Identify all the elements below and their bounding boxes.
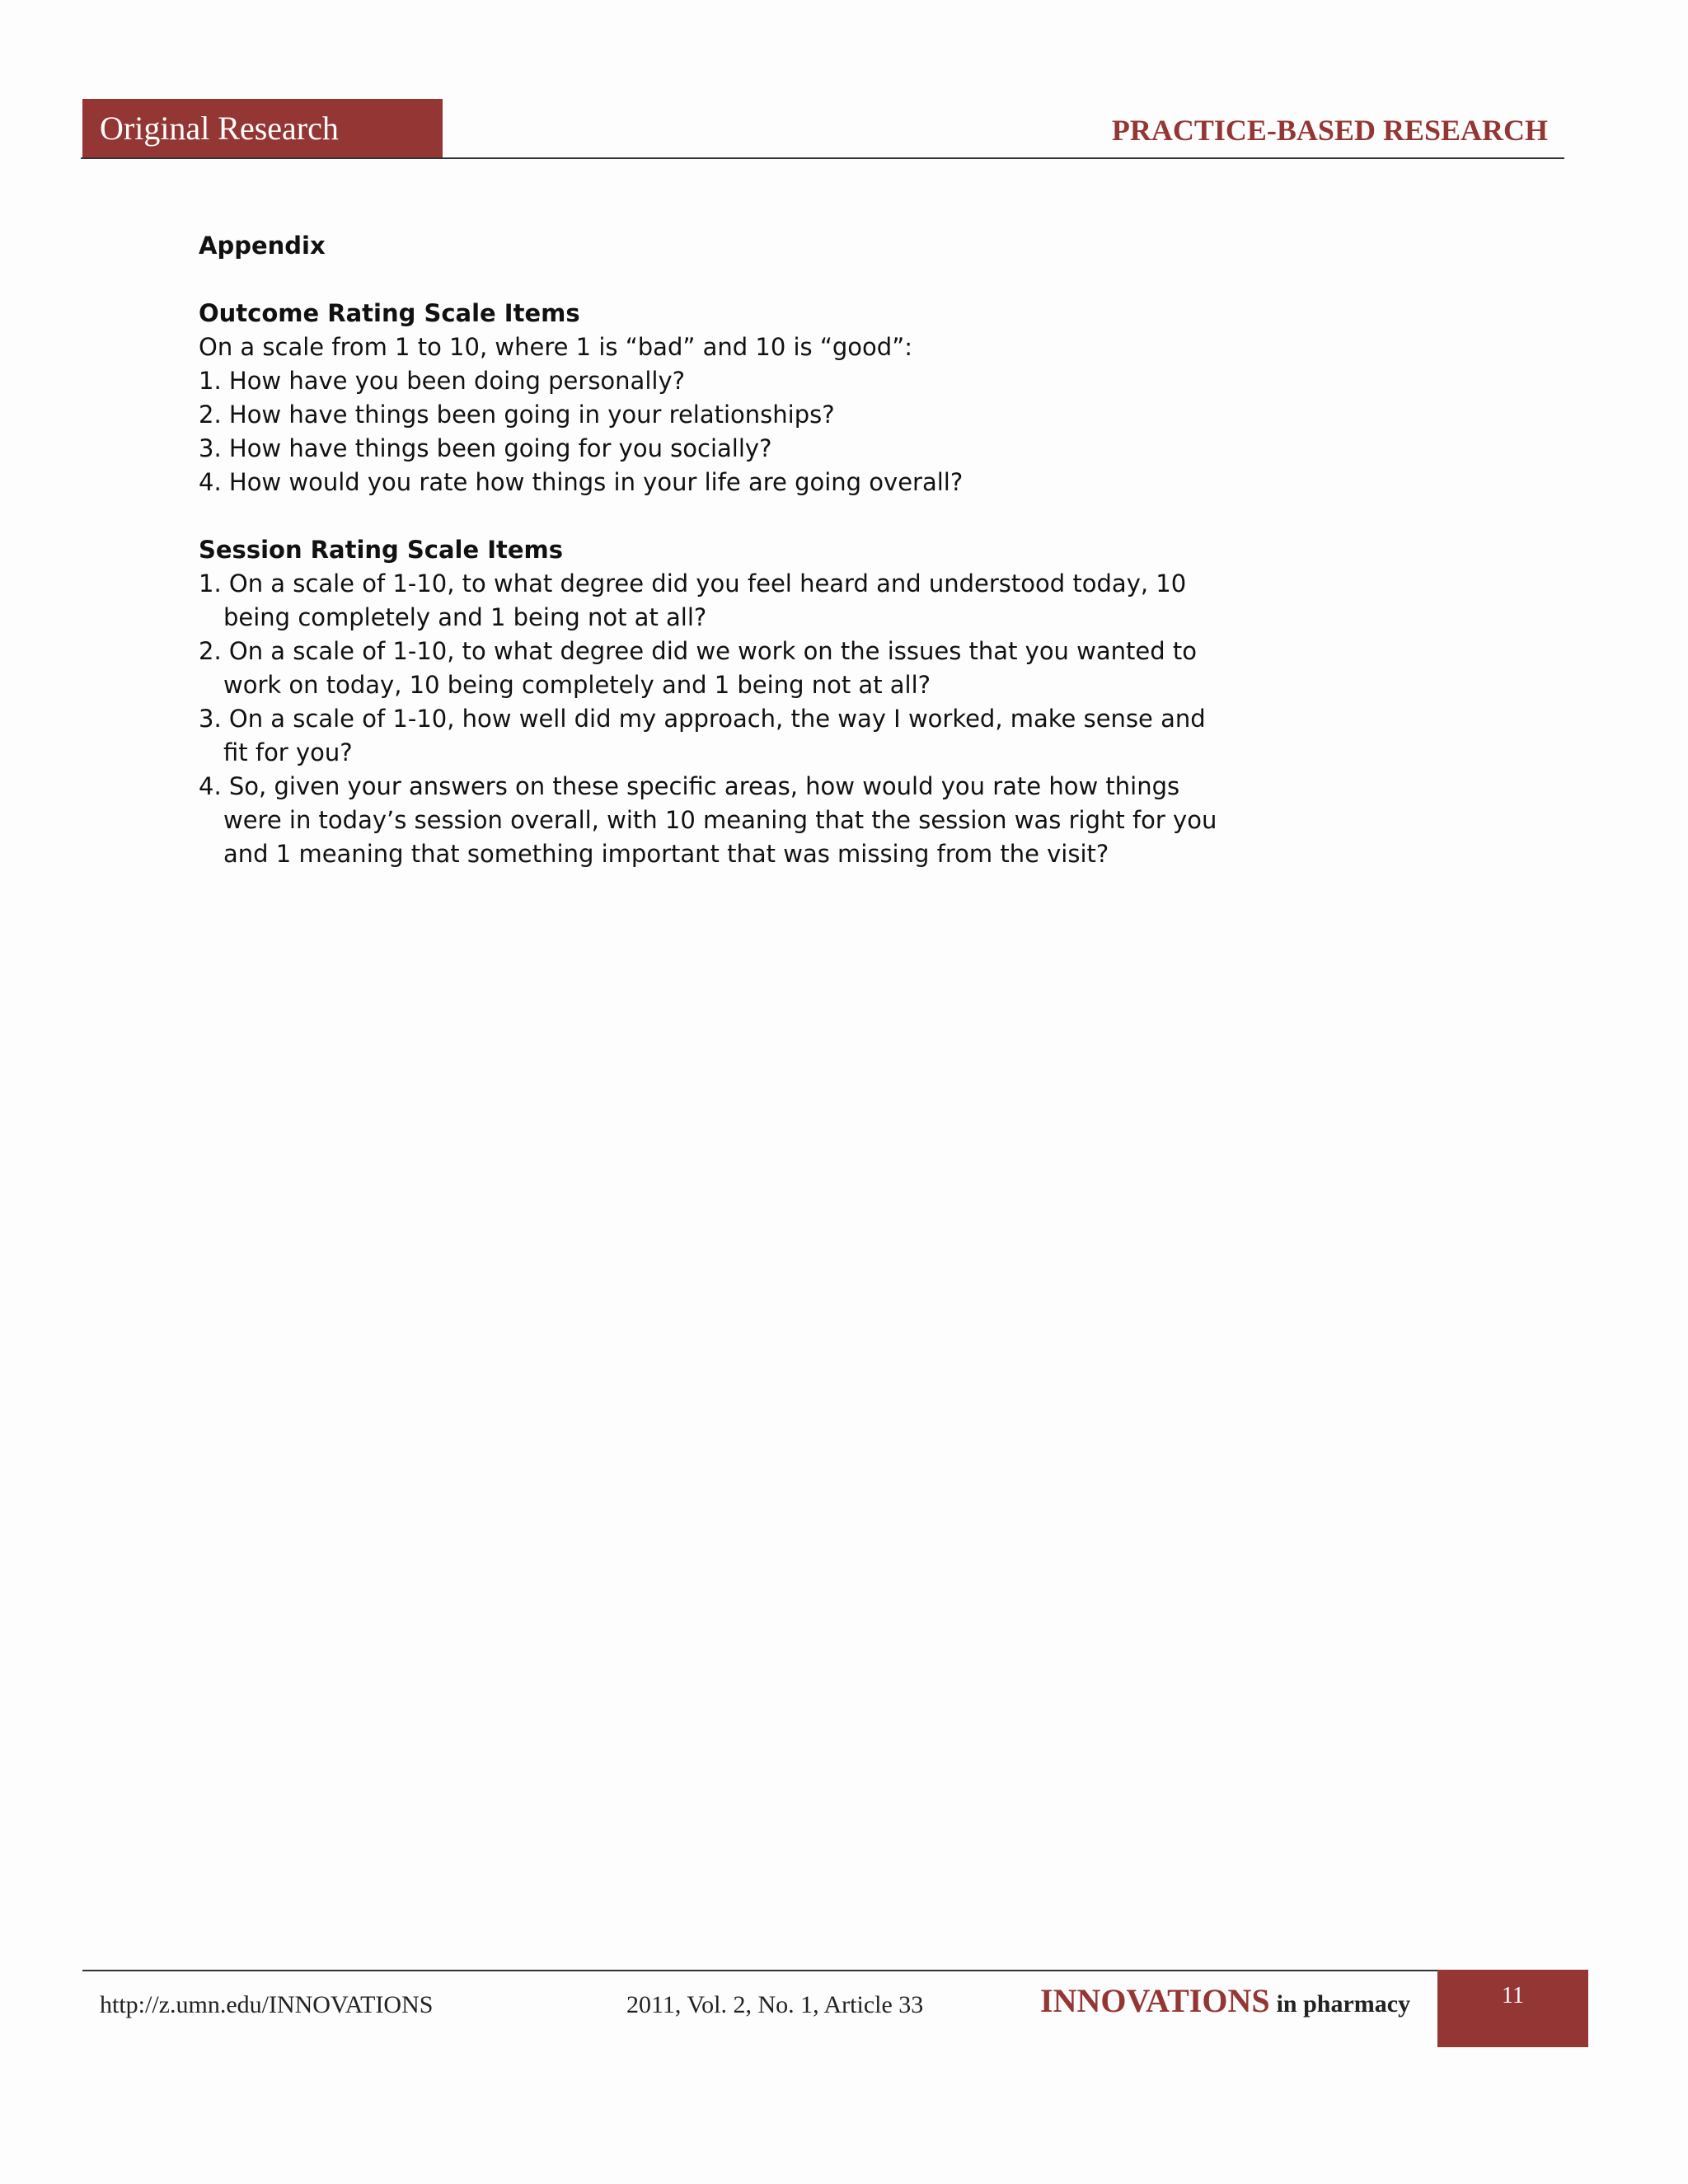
category-label: PRACTICE-BASED RESEARCH bbox=[1111, 114, 1548, 147]
journal-brand bbox=[1040, 1981, 1410, 2024]
appendix-content bbox=[199, 229, 1237, 871]
brand-main: INNOVATIONS bbox=[1040, 1982, 1270, 2019]
brand-sub: in pharmacy bbox=[1276, 1990, 1411, 2018]
outcome-item: 1. How have you been doing personally? bbox=[199, 367, 685, 395]
journal-url[interactable]: http://z.umn.edu/INNOVATIONS bbox=[100, 1991, 434, 2018]
citation: 2011, Vol. 2, No. 1, Article 33 bbox=[626, 1991, 924, 2018]
section-label-banner bbox=[82, 99, 443, 157]
page-number-box bbox=[1437, 1970, 1588, 2047]
session-item: 2. On a scale of 1-10, to what degree did we work on the issues that you wanted to work on today, 10 being completely and 1 being not at all? bbox=[199, 637, 1197, 699]
outcome-item: 4. How would you rate how things in your life are going overall? bbox=[199, 468, 964, 496]
header-divider bbox=[81, 157, 1564, 159]
session-heading: Session Rating Scale Items bbox=[199, 536, 564, 564]
outcome-item: 2. How have things been going in your relationships? bbox=[199, 401, 835, 429]
session-item: 1. On a scale of 1-10, to what degree did you feel heard and understood today, 10 being completely and 1 being not at all? bbox=[199, 569, 1187, 631]
appendix-title: Appendix bbox=[199, 232, 326, 260]
outcome-item: 3. How have things been going for you socially? bbox=[199, 434, 772, 462]
outcome-heading: Outcome Rating Scale Items bbox=[199, 299, 580, 327]
session-item: 3. On a scale of 1-10, how well did my approach, the way I worked, make sense and fit for you? bbox=[199, 705, 1206, 766]
page-number: 11 bbox=[1502, 1983, 1524, 2008]
session-item: 4. So, given your answers on these specific areas, how would you rate how things were in today’s session overall, with 10 meaning that the session was right for you and 1 meaning that something important that was missing from the visit? bbox=[199, 772, 1217, 868]
section-label: Original Research bbox=[100, 110, 339, 147]
outcome-intro: On a scale from 1 to 10, where 1 is “bad” and 10 is “good”: bbox=[199, 333, 912, 361]
footer-divider bbox=[82, 1970, 1438, 1971]
